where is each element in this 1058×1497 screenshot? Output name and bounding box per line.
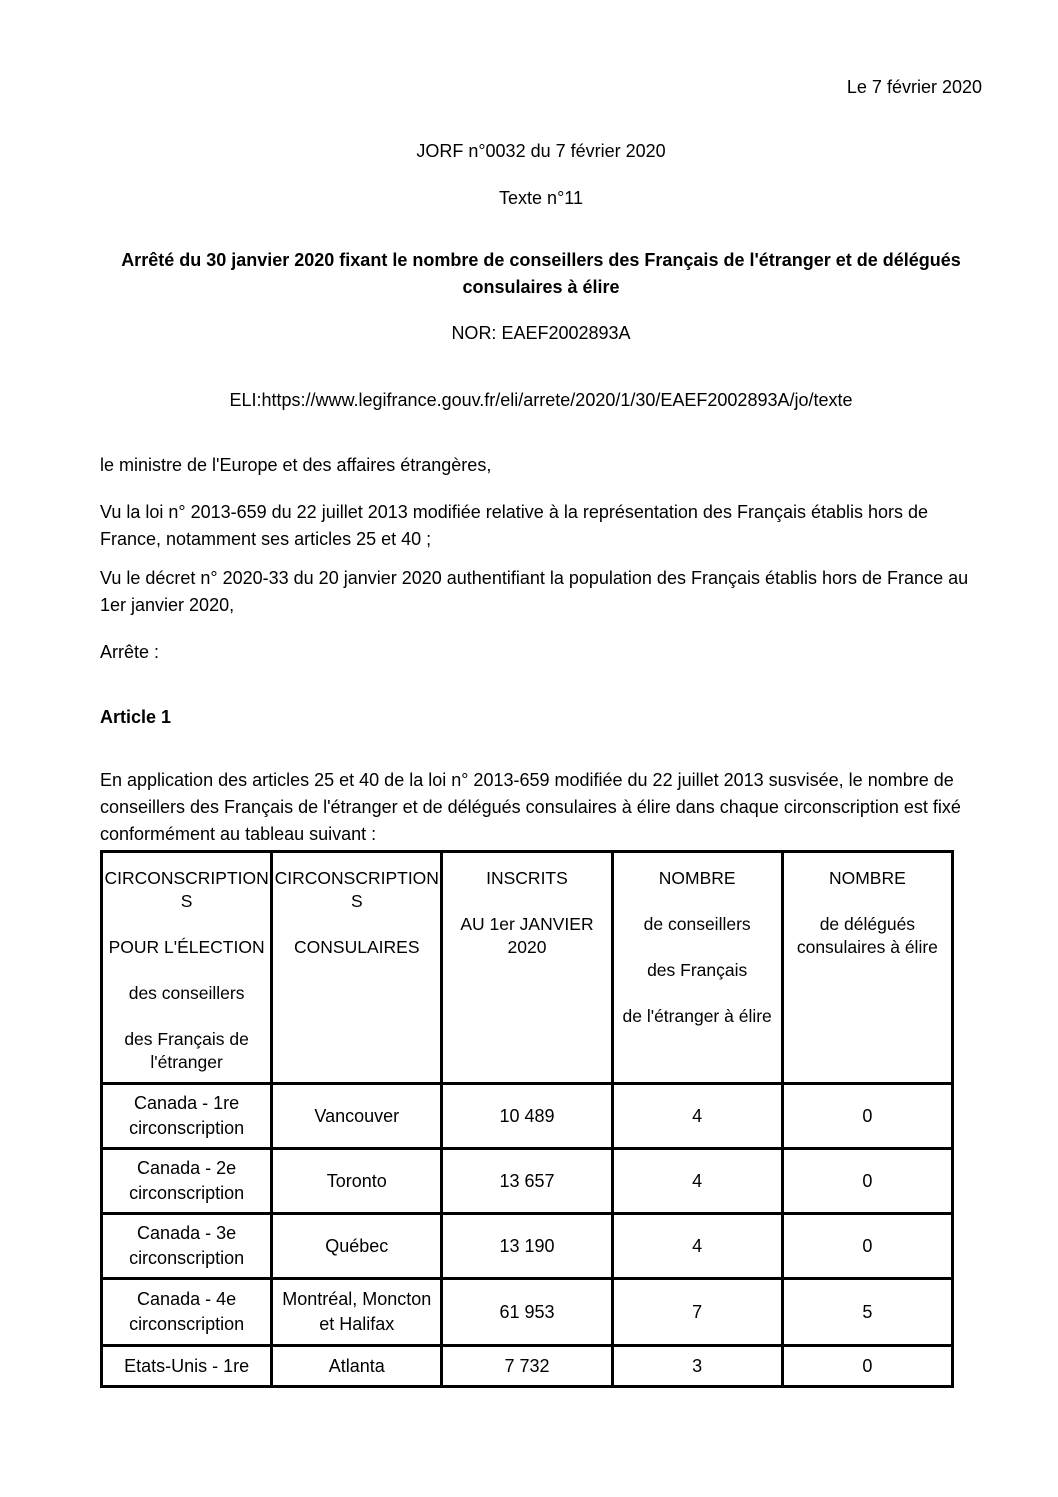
table-header-row [102,852,953,1084]
cell-conseillers: 4 [612,1214,782,1279]
header-line: AU 1er JANVIER 2020 [460,914,594,957]
cell-circonscription: Canada - 3e circonscription [102,1214,272,1279]
cell-delegues: 0 [782,1214,952,1279]
header-line: des Français [647,960,748,980]
header-line: des Français de l'étranger [124,1029,249,1072]
journal-reference: JORF n°0032 du 7 février 2020 [416,141,666,161]
cell-inscrits: 7 732 [442,1346,612,1387]
article-1-heading: Article 1 [100,707,172,727]
nor-number: NOR: EAEF2002893A [451,323,631,343]
table-row-canada-4 [102,1279,953,1346]
table-row-canada-1 [102,1084,953,1149]
header-line: NOMBRE [658,868,736,888]
preamble-vu-decret: Vu le décret n° 2020-33 du 20 janvier 2020 authentifiant la population des Français établis hors de France au 1er janvier 2020, [100,568,969,615]
cell-conseillers: 4 [612,1149,782,1214]
header-line: de l'étranger à élire [622,1006,772,1026]
cell-consulaire: Atlanta [272,1346,442,1387]
header-inscrits [442,852,612,1084]
cell-inscrits: 13 190 [442,1214,612,1279]
cell-delegues: 0 [782,1084,952,1149]
table-row-canada-3 [102,1214,953,1279]
cell-delegues: 5 [782,1279,952,1346]
cell-inscrits: 13 657 [442,1149,612,1214]
header-line: CONSULAIRES [294,937,420,957]
text-number: Texte n°11 [499,188,583,208]
circonscriptions-table [100,850,954,1388]
cell-conseillers: 3 [612,1346,782,1387]
header-line: des conseillers [128,983,245,1003]
document-date: Le 7 février 2020 [846,77,982,97]
cell-circonscription: Canada - 2e circonscription [102,1149,272,1214]
header-line: CIRCONSCRIPTIONS [104,868,269,911]
header-line: CIRCONSCRIPTIONS [274,868,439,911]
cell-circonscription: Etats-Unis - 1re [102,1346,272,1387]
cell-inscrits: 10 489 [442,1084,612,1149]
preamble-minister: le ministre de l'Europe et des affaires étrangères, [100,455,492,475]
cell-delegues: 0 [782,1149,952,1214]
cell-circonscription: Canada - 4e circonscription [102,1279,272,1346]
header-line: de conseillers [643,914,751,934]
header-circonscriptions-election [102,852,272,1084]
cell-consulaire: Toronto [272,1149,442,1214]
table-header [102,852,953,1084]
document-title: Arrêté du 30 janvier 2020 fixant le nombre de conseillers des Français de l'étranger et de délégués consulaires à élire [121,250,961,297]
cell-delegues: 0 [782,1346,952,1387]
header-line: NOMBRE [828,868,906,888]
cell-circonscription: Canada - 1re circonscription [102,1084,272,1149]
cell-conseillers: 7 [612,1279,782,1346]
header-nombre-conseillers [612,852,782,1084]
preamble-vu-loi: Vu la loi n° 2013-659 du 22 juillet 2013 modifiée relative à la représentation des Français établis hors de France, notamment ses articles 25 et 40 ; [100,502,929,549]
header-circonscriptions-consulaires [272,852,442,1084]
table-body [102,1084,953,1387]
table-row-etats-unis-1 [102,1346,953,1387]
header-line: INSCRITS [486,868,568,888]
article-1-body: En application des articles 25 et 40 de la loi n° 2013-659 modifiée du 22 juillet 2013 susvisée, le nombre de conseillers des Français de l'étranger et de délégués consulaires à élire dans chaque circonscription est fixé conformément au tableau suivant : [100,770,961,844]
cell-conseillers: 4 [612,1084,782,1149]
cell-consulaire: Vancouver [272,1084,442,1149]
cell-consulaire: Québec [272,1214,442,1279]
table-row-canada-2 [102,1149,953,1214]
header-nombre-delegues [782,852,952,1084]
header-line: de délégués consulaires à élire [796,914,938,957]
cell-inscrits: 61 953 [442,1279,612,1346]
preamble-arrete: Arrête : [100,642,160,662]
cell-consulaire: Montréal, Moncton et Halifax [272,1279,442,1346]
eli-reference: ELI:https://www.legifrance.gouv.fr/eli/arrete/2020/1/30/EAEF2002893A/jo/texte [229,390,853,410]
header-line: POUR L'ÉLECTION [108,937,265,957]
